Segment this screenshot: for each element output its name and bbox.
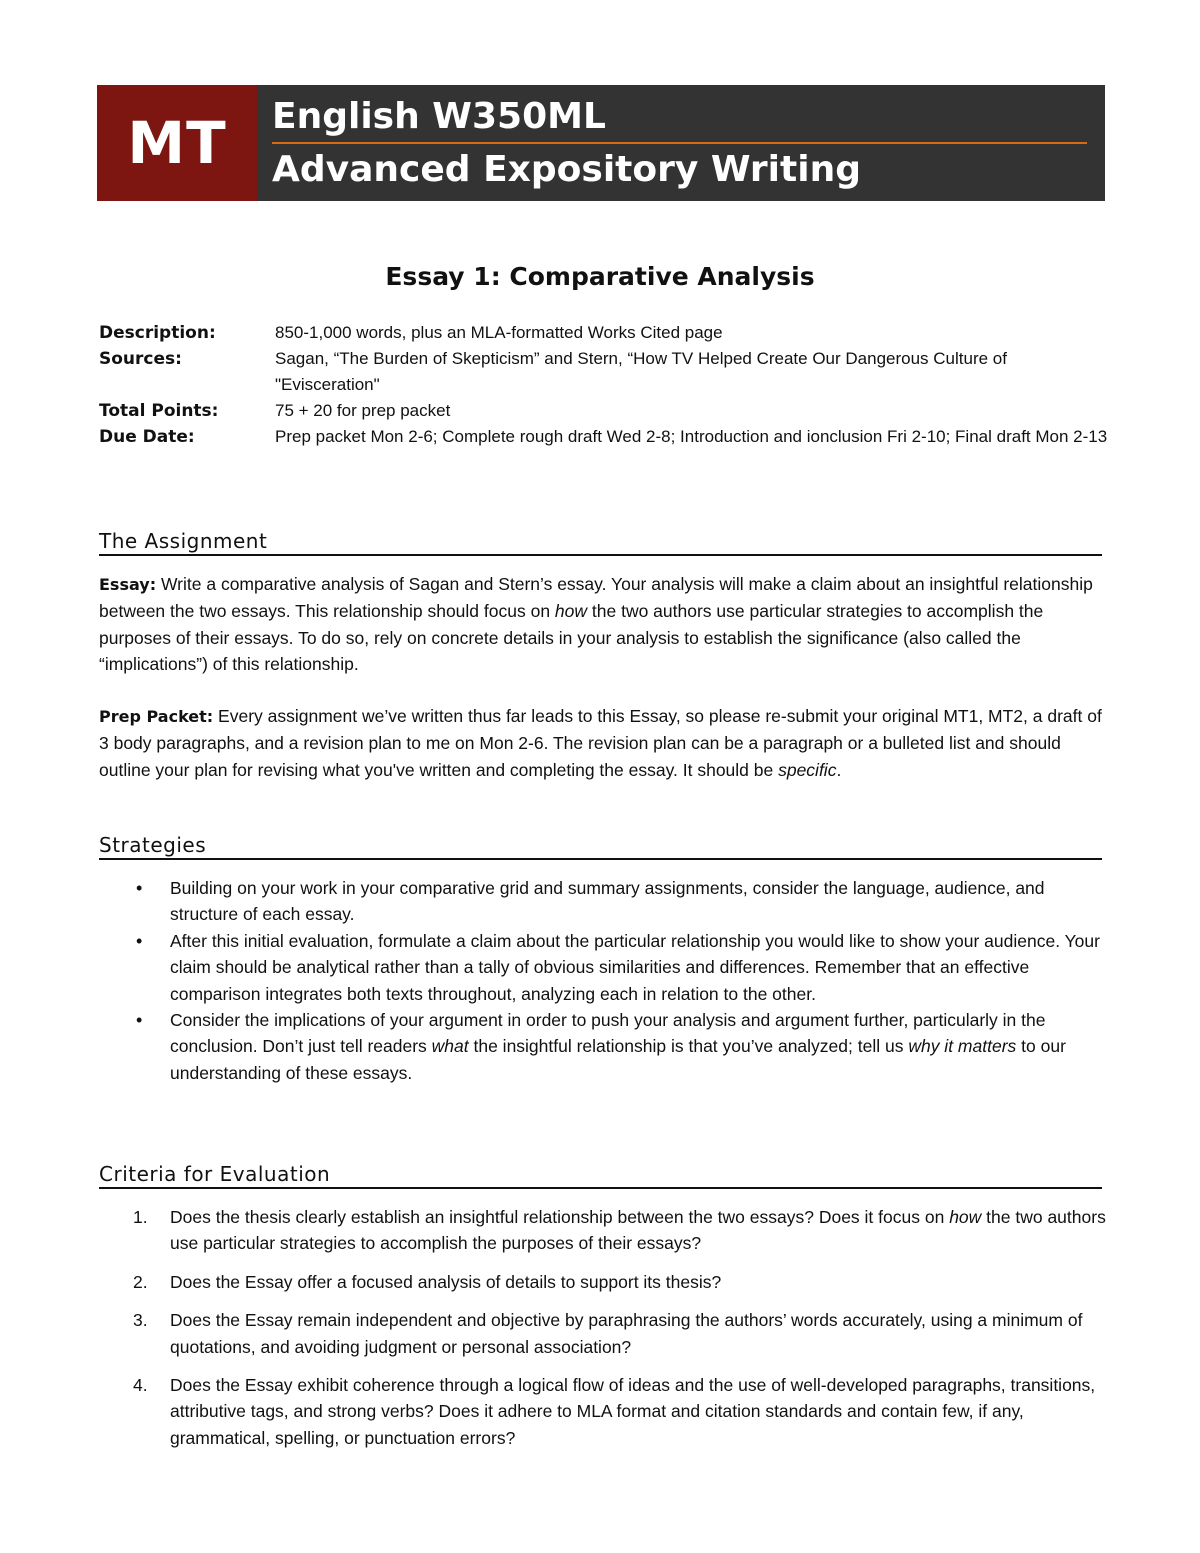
bullet-icon: •: [136, 1010, 143, 1031]
prep-label: Prep Packet:: [99, 707, 214, 726]
criteria-text: Does the thesis clearly establish an insightful relationship between the two essays? Does it focus on: [170, 1207, 950, 1227]
essay-info-table: [99, 320, 1109, 450]
criteria-text: Does the Essay remain independent and objective by paraphrasing the authors’ words accurately, using a minimum of quotations, and avoiding judgment or personal association?: [170, 1310, 1083, 1357]
info-row-description: [99, 320, 1109, 346]
info-label: Total Points:: [99, 401, 219, 421]
essay-title: Essay 1: Comparative Analysis: [385, 262, 815, 291]
section-heading-assignment: The Assignment: [99, 529, 1102, 556]
strategies-list: [99, 875, 1109, 1086]
criteria-text: the two authors use particular strategies to accomplish the purposes of their essays?: [170, 1207, 1106, 1254]
prep-packet-paragraph: [99, 703, 1109, 783]
criteria-text: Does the Essay exhibit coherence through a logical flow of ideas and the use of well-developed paragraphs, transitions, attributive tags, and strong verbs? Does it adhere to MLA format and citation standards and contain few, if any, grammatical, spelling, or punctuation errors?: [170, 1375, 1096, 1448]
info-value: 75 + 20 for prep packet: [275, 401, 451, 420]
section-heading-strategies: Strategies: [99, 833, 1102, 860]
section-heading-criteria: Criteria for Evaluation: [99, 1162, 1102, 1189]
criteria-number: 2.: [133, 1271, 148, 1292]
essay-emphasis: how: [554, 601, 588, 622]
list-item-emphasis: what: [431, 1036, 469, 1057]
essay-text: the two authors use particular strategies to accomplish the purposes of their essays. To do so, rely on concrete details in your analysis to establish the significance (also called the “implications”) of this relationship.: [99, 601, 1044, 675]
prep-text: Every assignment we’ve written thus far leads to this Essay, so please re-submit your original MT1, MT2, a draft of 3 body paragraphs, and a revision plan to me on Mon 2-6. The revision plan can be a paragraph or a bulleted list and should outline your plan for revising what you've written and completing the essay. It should be: [99, 706, 1102, 780]
list-item: [99, 875, 1109, 928]
list-item-text: the insightful relationship is that you’ve analyzed; tell us: [468, 1036, 909, 1057]
info-value: 850-1,000 words, plus an MLA-formatted Works Cited page: [275, 323, 723, 342]
banner-divider: [272, 142, 1087, 144]
criteria-item: [99, 1372, 1109, 1451]
criteria-emphasis: how: [949, 1207, 982, 1227]
mt-logo: MT: [97, 85, 257, 201]
criteria-number: 1.: [133, 1207, 148, 1227]
info-label: Due Date:: [99, 427, 195, 447]
list-item-emphasis: why it matters: [908, 1036, 1017, 1057]
info-value: Sagan, “The Burden of Skepticism” and Stern, “How TV Helped Create Our Dangerous Culture of "Evisceration": [275, 349, 1007, 394]
list-item: [99, 928, 1109, 1007]
bullet-icon: •: [136, 878, 143, 898]
course-banner: [97, 85, 1105, 201]
bullet-icon: •: [136, 930, 143, 951]
list-item: [99, 1007, 1109, 1086]
essay-text: Write a comparative analysis of Sagan and Stern’s essay. Your analysis will make a claim about an insightful relationship between the two essays. This relationship should focus on: [99, 574, 1093, 622]
criteria-item: [99, 1307, 1109, 1360]
list-item-text: Building on your work in your comparative grid and summary assignments, consider the language, audience, and structure of each essay.: [170, 878, 1045, 925]
criteria-item: [99, 1269, 1109, 1295]
criteria-number: 4.: [133, 1375, 148, 1396]
list-item-text: to our understanding of these essays.: [170, 1036, 1066, 1083]
prep-text: .: [836, 759, 842, 780]
info-label: Sources:: [99, 349, 182, 369]
course-code: English W350ML: [272, 96, 606, 137]
info-value: Prep packet Mon 2-6; Complete rough draft Wed 2-8; Introduction and ionclusion Fri 2-10; Final draft Mon 2-13: [275, 427, 1108, 446]
course-title: [272, 95, 861, 190]
essay-label: Essay:: [99, 575, 157, 594]
info-row-sources: [99, 346, 1109, 398]
criteria-item: [99, 1204, 1109, 1257]
course-name: Advanced Expository Writing: [272, 149, 861, 190]
prep-emphasis: specific: [778, 759, 837, 780]
info-row-due-date: [99, 424, 1109, 450]
info-label: Description:: [99, 323, 216, 343]
criteria-list: [99, 1204, 1109, 1463]
criteria-text: Does the Essay offer a focused analysis of details to support its thesis?: [170, 1271, 722, 1292]
list-item-text: After this initial evaluation, formulate a claim about the particular relationship you would like to show your audience. Your claim should be analytical rather than a tally of obvious similarities and differences. Remember that an effective comparison integrates both texts throughout, analyzing each in relation to the other.: [170, 930, 1100, 1004]
essay-paragraph: [99, 571, 1109, 678]
info-row-total-points: [99, 398, 1109, 424]
list-item-text: Consider the implications of your argument in order to push your analysis and argument further, particularly in the conclusion. Don’t just tell readers: [170, 1010, 1046, 1057]
criteria-number: 3.: [133, 1310, 148, 1331]
